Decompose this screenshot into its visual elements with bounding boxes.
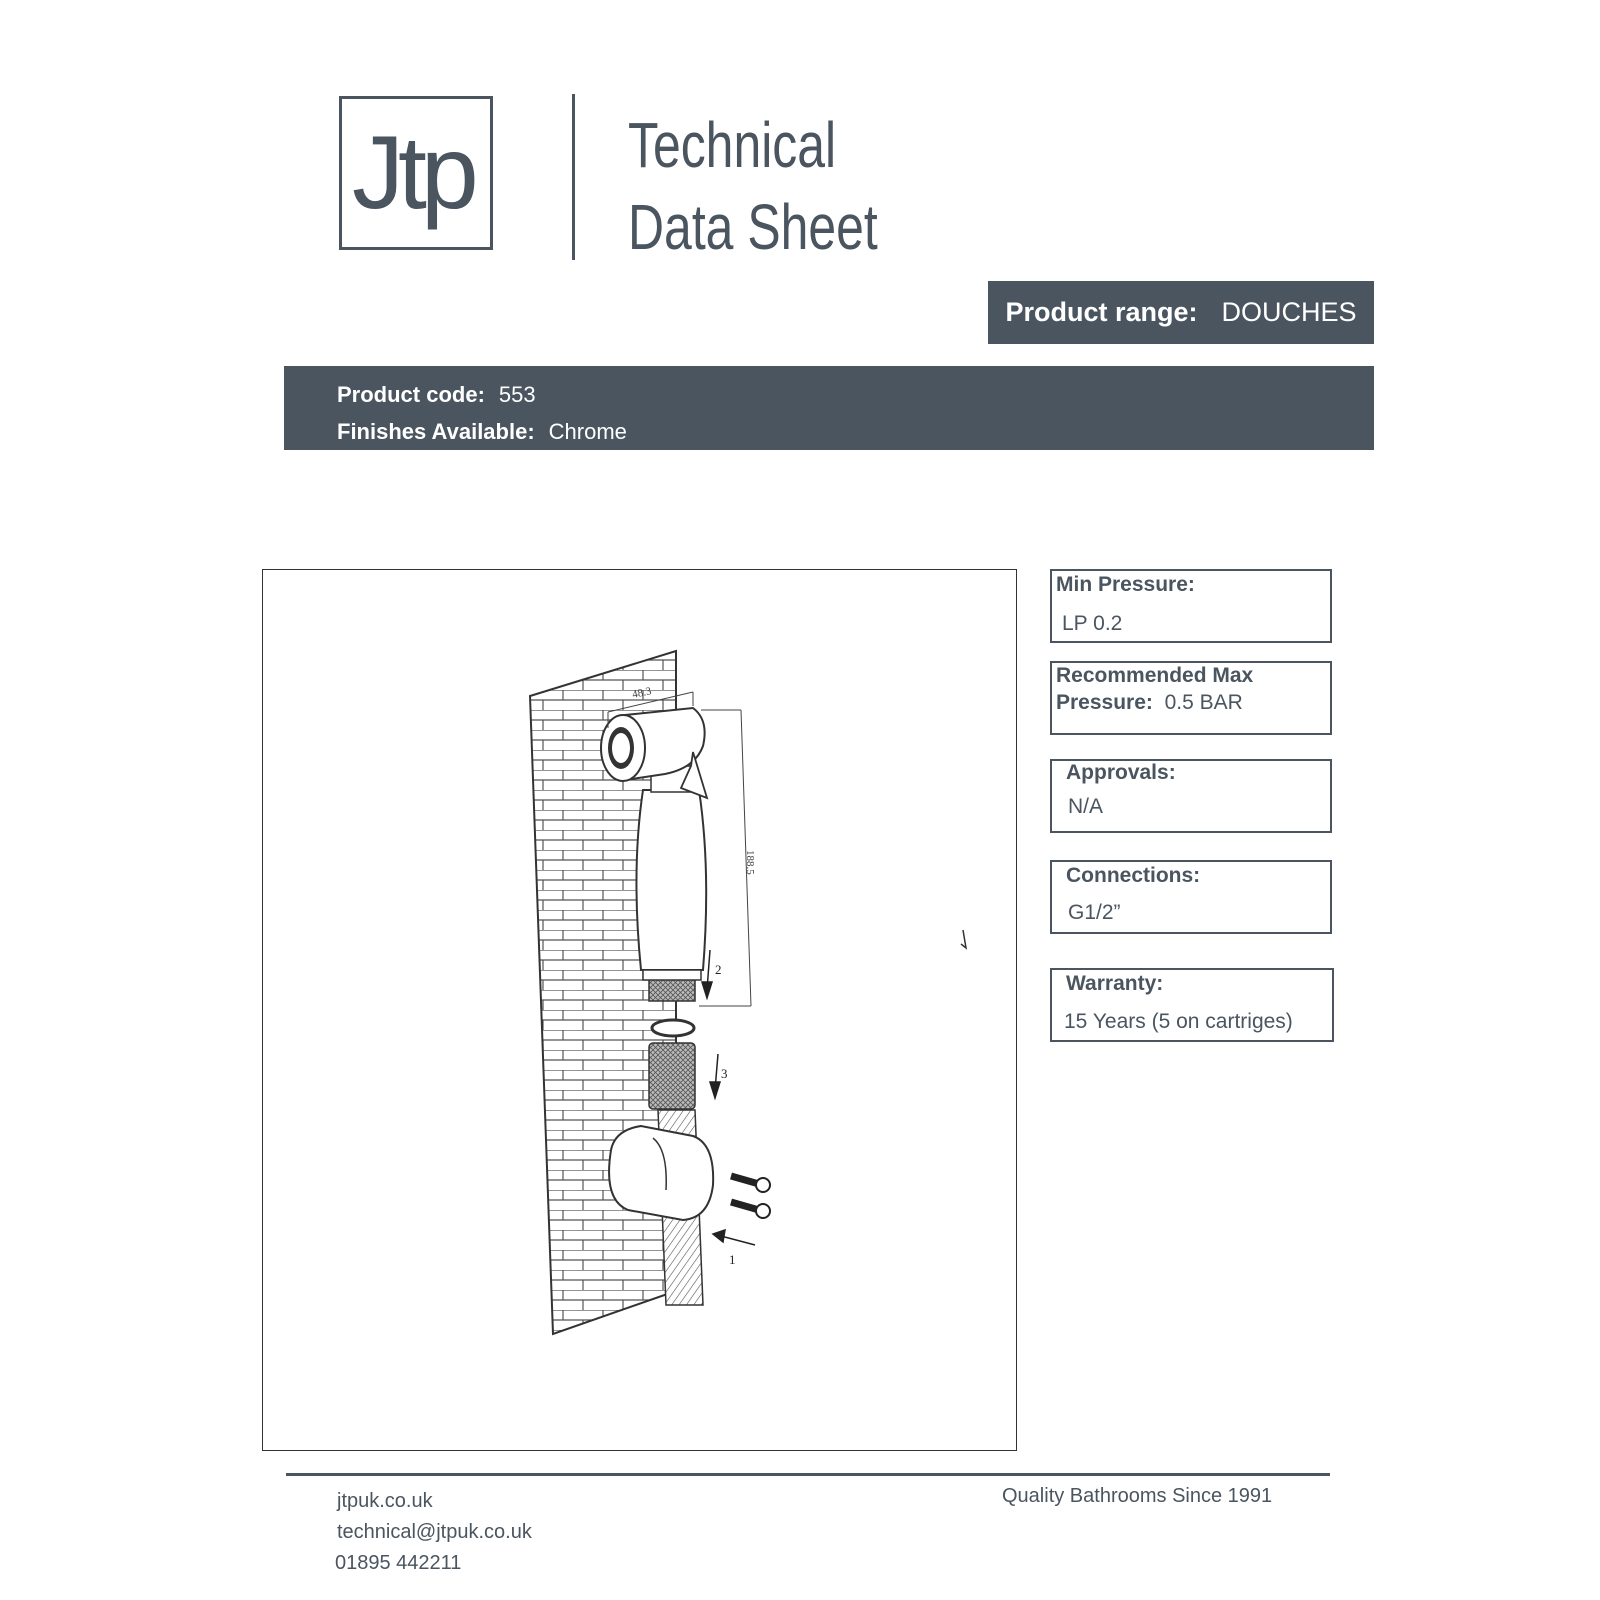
title-line-2: Data Sheet (628, 191, 878, 263)
footer-tagline: Quality Bathrooms Since 1991 (1002, 1485, 1273, 1507)
approvals-value: N/A (1068, 795, 1104, 818)
jtp-logo (339, 96, 493, 250)
max-pressure-value: 0.5 BAR (1164, 691, 1243, 714)
dimension-height-label: 188.5 (744, 850, 756, 875)
approvals-box (1050, 759, 1332, 833)
min-pressure-value: LP 0.2 (1062, 612, 1123, 635)
approvals-label: Approvals: (1066, 761, 1176, 784)
douche-exploded-diagram (263, 570, 1015, 1449)
connections-label: Connections: (1066, 864, 1201, 887)
washer (652, 1020, 694, 1036)
finishes-label: Finishes Available: (337, 419, 535, 444)
product-code-value: 553 (498, 382, 536, 407)
step-1-label: 1 (729, 1252, 736, 1267)
product-range-bar (988, 281, 1374, 344)
technical-drawing-frame (262, 569, 1017, 1451)
step-2-label: 2 (715, 962, 722, 977)
finishes-value: Chrome (548, 419, 627, 444)
screws (731, 1176, 770, 1218)
footer-website[interactable]: jtpuk.co.uk (337, 1490, 433, 1512)
product-range-label: Product range: (1005, 297, 1198, 327)
footer-phone: 01895 442211 (335, 1552, 462, 1574)
max-pressure-box (1050, 661, 1332, 735)
logo-text: Jtp (352, 115, 473, 231)
product-code-row (337, 376, 1374, 413)
max-pressure-label-line-1: Recommended Max (1056, 664, 1254, 687)
product-info-bar (284, 366, 1374, 450)
dimension-width-label: 48.3 (631, 685, 653, 701)
title-line-1: Technical (628, 109, 837, 181)
connections-box (1050, 860, 1332, 934)
wall-bracket (609, 1126, 713, 1220)
stray-mark (961, 930, 966, 948)
connections-value: G1/2” (1068, 901, 1121, 924)
step-3-label: 3 (721, 1066, 728, 1081)
header-divider (572, 94, 575, 260)
product-code-label: Product code: (337, 382, 485, 407)
finishes-row (337, 413, 1374, 450)
max-pressure-label-line-2: Pressure: (1056, 691, 1153, 714)
warranty-box (1050, 968, 1334, 1042)
warranty-value: 15 Years (5 on cartriges) (1064, 1010, 1293, 1033)
max-pressure-row (1056, 691, 1243, 715)
product-range-value: DOUCHES (1221, 297, 1357, 327)
footer-email[interactable]: technical@jtpuk.co.uk (337, 1521, 532, 1543)
hose-nut (649, 1043, 695, 1109)
min-pressure-box (1050, 569, 1332, 643)
warranty-label: Warranty: (1066, 972, 1164, 995)
min-pressure-label: Min Pressure: (1056, 573, 1195, 596)
douche-handle (636, 790, 706, 970)
page-title (628, 104, 878, 268)
footer-divider (286, 1473, 1330, 1476)
